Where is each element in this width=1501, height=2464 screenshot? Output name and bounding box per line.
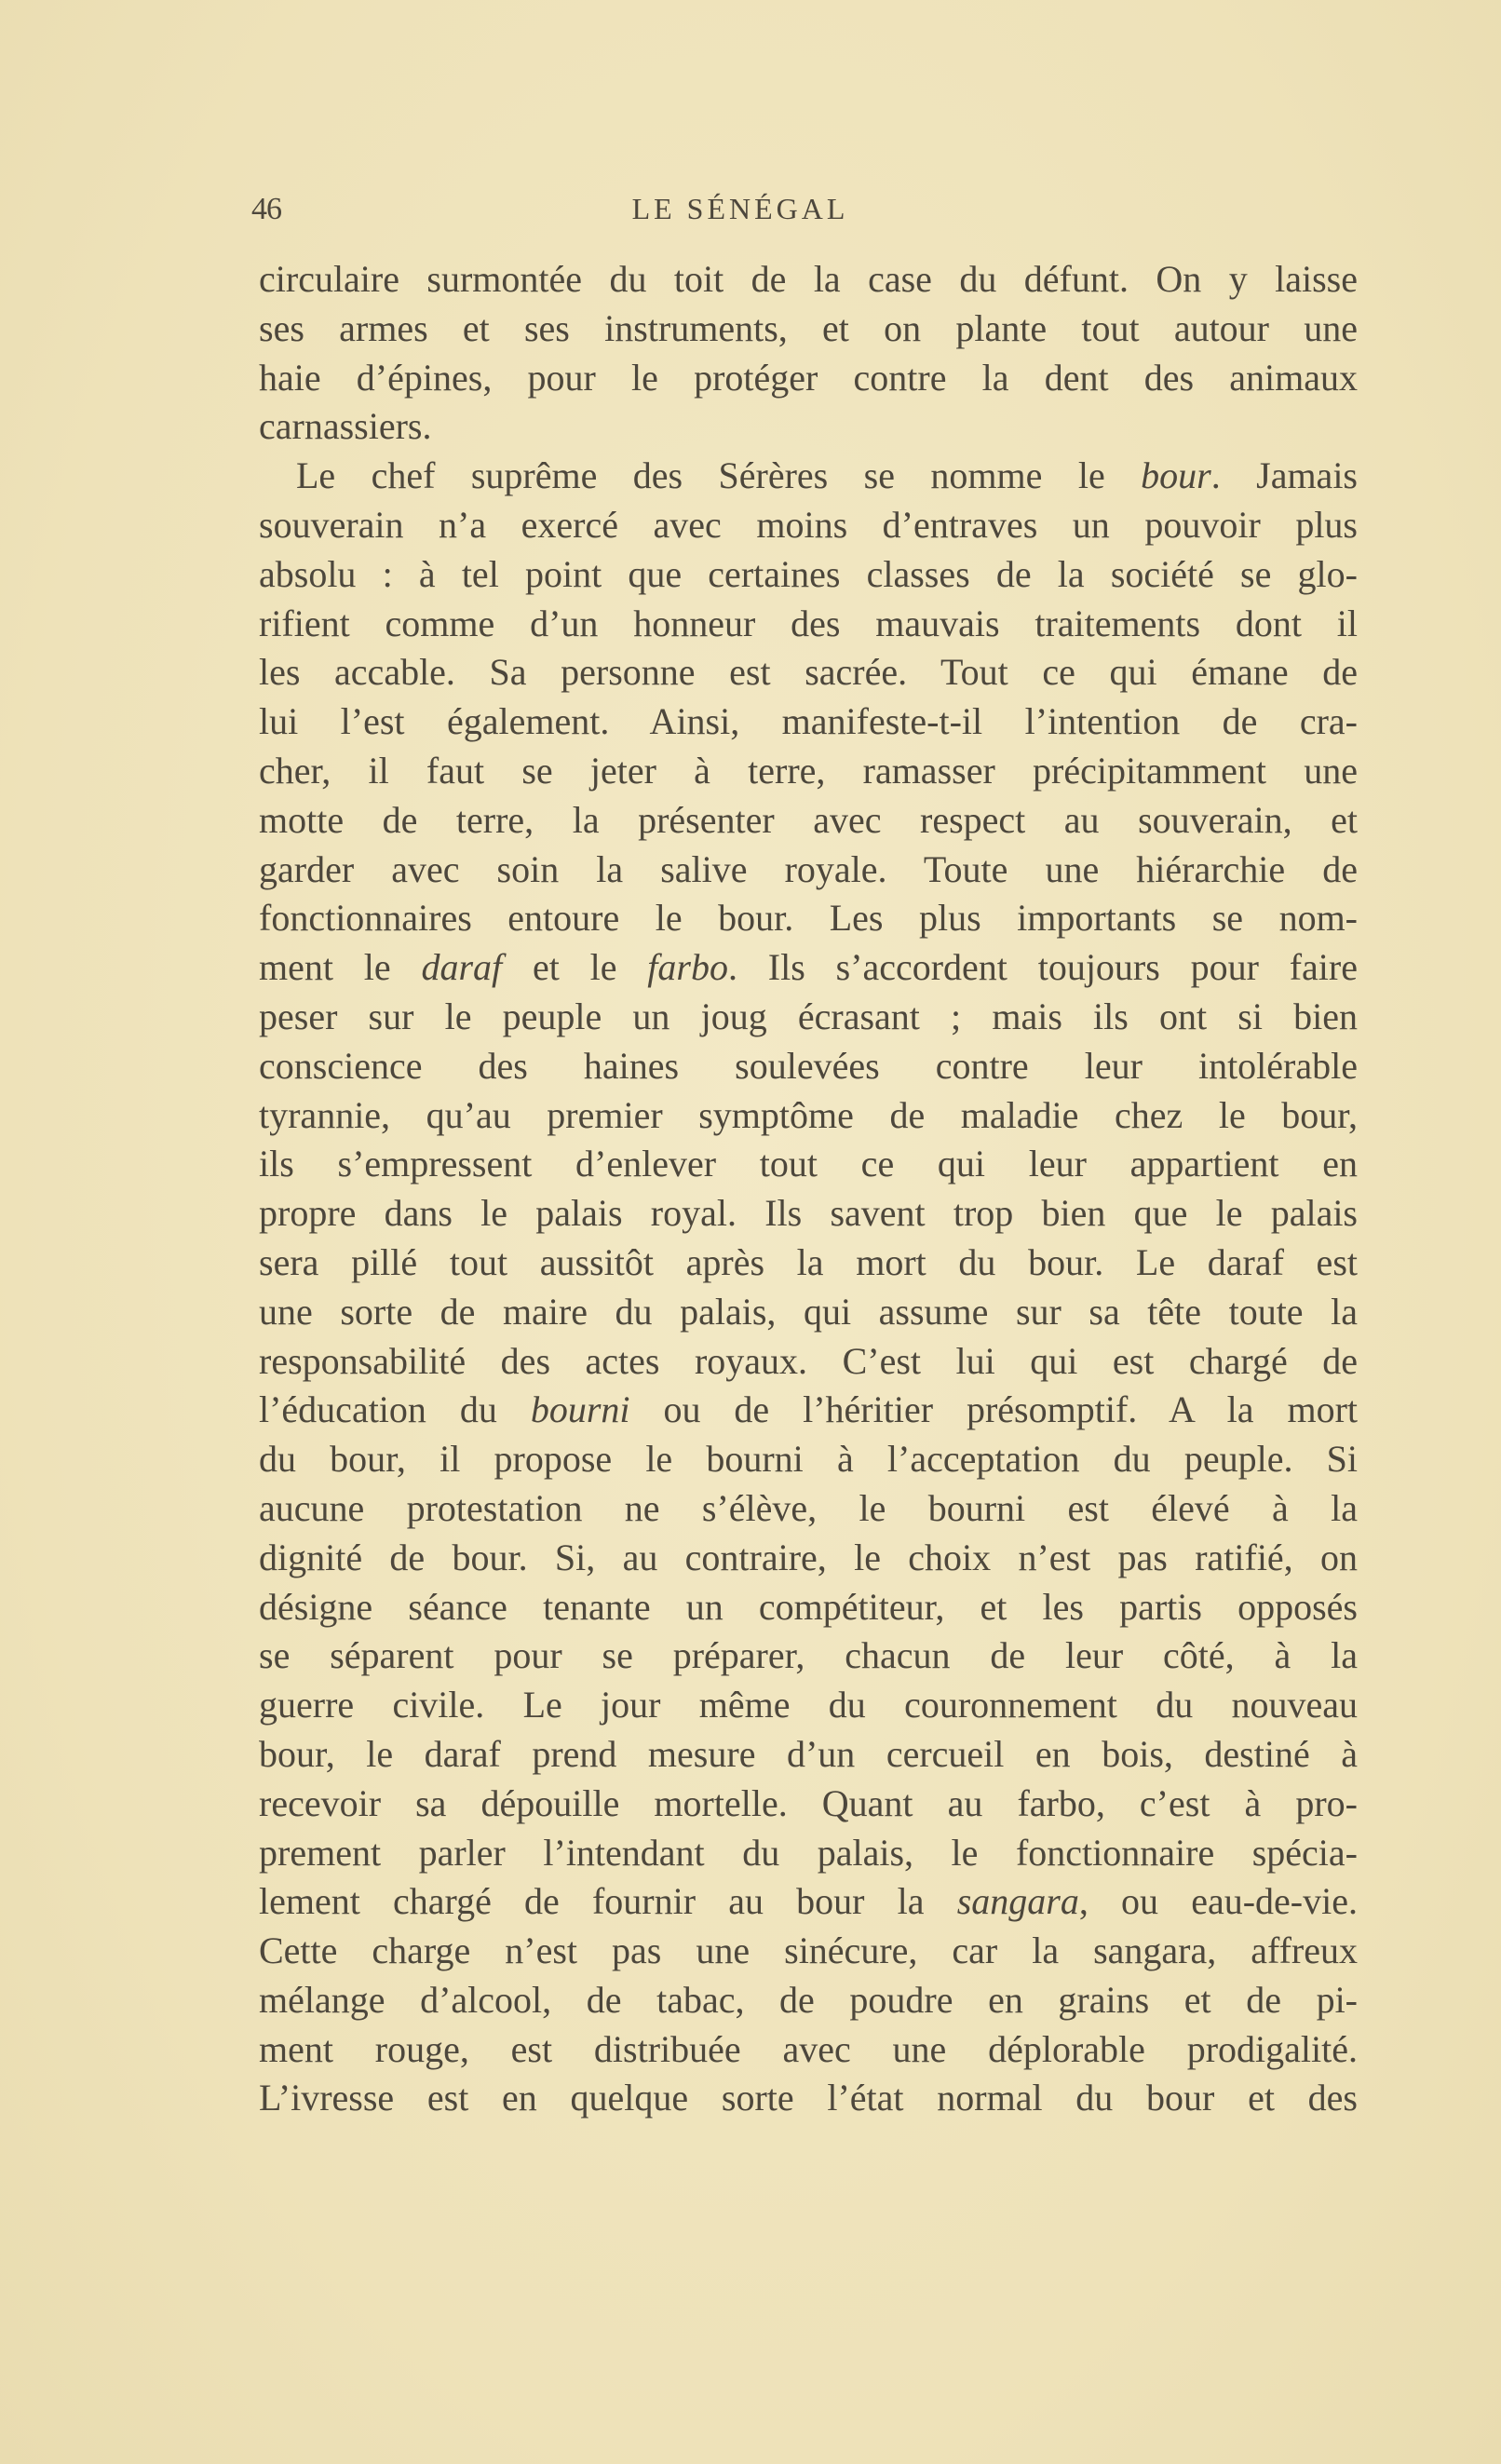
text-line xyxy=(259,993,1358,1042)
text-line xyxy=(259,796,1358,846)
text-segment: responsabilité des actes royaux. C’est lui qui est chargé de xyxy=(259,1339,1358,1382)
text-segment: se séparent pour se préparer, chacun de leur côté, à la xyxy=(259,1634,1358,1677)
text-line xyxy=(259,1239,1358,1288)
text-line xyxy=(259,1583,1358,1632)
text-segment: prement parler l’intendant du palais, le fonctionnaire spécia- xyxy=(259,1831,1358,1874)
text-segment: une sorte de maire du palais, qui assume sur sa tête toute la xyxy=(259,1290,1358,1333)
text-segment: propre dans le palais royal. Ils savent trop bien que le palais xyxy=(259,1192,1358,1235)
text-segment: et le xyxy=(502,946,648,989)
italic-term: sangara xyxy=(956,1880,1079,1923)
text-line xyxy=(259,1189,1358,1239)
text-segment: ment rouge, est distribuée avec une déplorable prodigalité. xyxy=(259,2027,1358,2070)
text-segment: du bour, il propose le bourni à l’acceptation du peuple. Si xyxy=(259,1438,1358,1481)
italic-term: bour xyxy=(1141,454,1211,497)
text-segment: dignité de bour. Si, au contraire, le choix n’est pas ratifié, on xyxy=(259,1536,1358,1578)
text-line xyxy=(259,1927,1358,1976)
text-segment: absolu : à tel point que certaines classes de la société se glo- xyxy=(259,552,1358,595)
text-line xyxy=(259,501,1358,550)
text-line xyxy=(259,1337,1358,1387)
text-line xyxy=(259,1288,1358,1337)
body-text xyxy=(259,255,1358,2123)
text-segment: peser sur le peuple un joug écrasant ; mais ils ont si bien xyxy=(259,995,1358,1037)
text-segment: fonctionnaires entoure le bour. Les plus importants se nom- xyxy=(259,897,1358,940)
text-segment: ils s’empressent d’enlever tout ce qui leur appartient en xyxy=(259,1143,1358,1185)
text-line xyxy=(259,402,1358,452)
text-segment: mélange d’alcool, de tabac, de poudre en grains et de pi- xyxy=(259,1978,1358,2021)
text-line xyxy=(259,846,1358,895)
text-segment: . Jamais xyxy=(1210,454,1358,497)
text-line xyxy=(259,600,1358,649)
text-line xyxy=(259,305,1358,354)
text-line xyxy=(259,1976,1358,2025)
text-line xyxy=(259,1042,1358,1091)
text-segment: lement chargé de fournir au bour la xyxy=(259,1880,957,1923)
text-line xyxy=(259,2025,1358,2075)
text-line xyxy=(259,1681,1358,1730)
text-line xyxy=(259,1780,1358,1829)
text-line xyxy=(259,354,1358,403)
text-segment: désigne séance tenante un compétiteur, et les partis opposés xyxy=(259,1585,1358,1628)
text-segment: ment le xyxy=(259,946,422,989)
text-segment: circulaire surmontée du toit de la case du défunt. On y laisse xyxy=(259,258,1358,300)
text-segment: ses armes et ses instruments, et on plante tout autour une xyxy=(259,306,1358,349)
text-segment: sera pillé tout aussitôt après la mort du bour. Le daraf est xyxy=(259,1240,1358,1283)
text-line xyxy=(259,1631,1358,1681)
text-segment: L’ivresse est en quelque sorte l’état normal du bour et des xyxy=(259,2077,1358,2119)
text-segment: garder avec soin la salive royale. Toute une hiérarchie de xyxy=(259,847,1358,890)
text-segment: Le chef suprême des Sérères se nomme le xyxy=(259,454,1142,497)
text-line xyxy=(259,894,1358,943)
text-line xyxy=(259,1877,1358,1927)
text-line xyxy=(259,1534,1358,1583)
text-segment: conscience des haines soulevées contre leur intolérable xyxy=(259,1044,1358,1087)
page-header xyxy=(251,192,1359,238)
text-segment: , ou eau-de-vie. xyxy=(1078,1880,1358,1923)
text-line xyxy=(259,452,1358,501)
text-segment: tyrannie, qu’au premier symptôme de maladie chez le bour, xyxy=(259,1093,1358,1136)
text-segment: l’éducation du xyxy=(259,1388,531,1431)
text-segment: recevoir sa dépouille mortelle. Quant au farbo, c’est à pro- xyxy=(259,1781,1358,1824)
text-segment: . Ils s’accordent toujours pour faire xyxy=(727,946,1358,989)
text-line xyxy=(259,747,1358,796)
italic-term: farbo xyxy=(647,946,728,989)
page-number: 46 xyxy=(251,192,281,226)
text-line xyxy=(259,1386,1358,1435)
text-line xyxy=(259,1140,1358,1189)
text-line xyxy=(259,943,1358,993)
text-line xyxy=(259,1091,1358,1141)
text-segment: ou de l’héritier présomptif. A la mort xyxy=(629,1388,1359,1431)
text-line xyxy=(259,550,1358,600)
text-segment: aucune protestation ne s’élève, le bourni est élevé à la xyxy=(259,1486,1358,1529)
text-line xyxy=(259,2074,1358,2123)
text-segment: les accable. Sa personne est sacrée. Tout ce qui émane de xyxy=(259,651,1358,694)
text-line xyxy=(259,255,1358,305)
running-title: LE SÉNÉGAL xyxy=(631,192,849,225)
text-line xyxy=(259,648,1358,697)
text-segment: motte de terre, la présenter avec respect au souverain, et xyxy=(259,798,1358,841)
text-line xyxy=(259,1829,1358,1878)
text-segment: haie d’épines, pour le protéger contre la dent des animaux xyxy=(259,356,1358,399)
text-segment: bour, le daraf prend mesure d’un cercueil en bois, destiné à xyxy=(259,1732,1358,1775)
text-segment: lui l’est également. Ainsi, manifeste-t-il l’intention de cra- xyxy=(259,700,1358,743)
text-segment: souverain n’a exercé avec moins d’entraves un pouvoir plus xyxy=(259,503,1358,546)
text-segment: Cette charge n’est pas une sinécure, car la sangara, affreux xyxy=(259,1929,1358,1972)
text-line xyxy=(259,1484,1358,1534)
text-segment: cher, il faut se jeter à terre, ramasser précipitamment une xyxy=(259,749,1358,792)
text-line xyxy=(259,1730,1358,1780)
text-segment: rifient comme d’un honneur des mauvais traitements dont il xyxy=(259,602,1358,644)
text-line xyxy=(259,1435,1358,1484)
text-segment: carnassiers. xyxy=(259,405,432,448)
italic-term: bourni xyxy=(530,1388,630,1431)
italic-term: daraf xyxy=(421,946,503,989)
text-line xyxy=(259,697,1358,747)
text-segment: guerre civile. Le jour même du couronnement du nouveau xyxy=(259,1684,1358,1726)
